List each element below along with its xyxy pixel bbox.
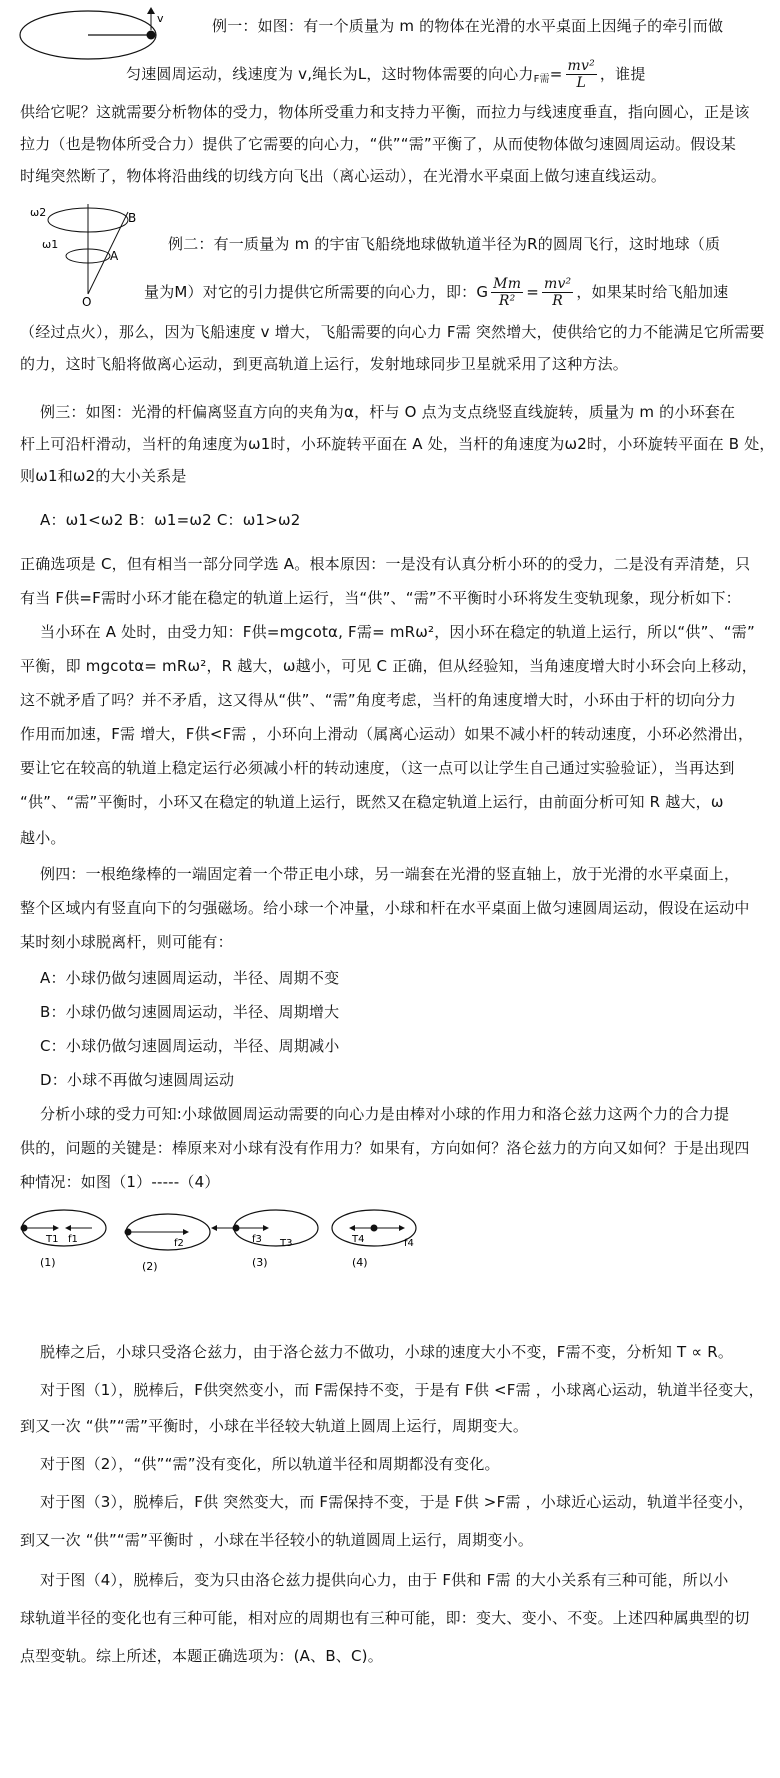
ex4-para-4b: 到又一次 “供”“需”平衡时 ，小球在半径较小的轨道圆周上运行，周期变小。 (20, 1531, 534, 1549)
fig4-number: (4) (352, 1256, 368, 1269)
ex4-option-c: C：小球仍做匀速圆周运动，半径、周期减小 (40, 1037, 340, 1055)
point-O-label: O (82, 295, 92, 309)
ex1-eq: = (549, 65, 563, 83)
ex2-frac1-num: Mm (493, 276, 522, 292)
ex3-line-6: 当小环在 A 处时，由受力知：F供=mgcotα, F需= mRω²，因小环在稳定的轨道上运行，所以“供”、“需” (40, 623, 755, 641)
ex1-fraction (566, 58, 597, 91)
ex4-para-3: 对于图（2），“供”“需”没有变化，所以轨道半径和周期都没有变化。 (40, 1455, 500, 1473)
ex2-line-2b: ，如果某时给飞船加速 (576, 283, 729, 301)
ex4-line-5: 供的，问题的关键是：棒原来对小球有没有作用力？如果有，方向如何？洛仑兹力的方向又如何？于是出现四 (20, 1139, 750, 1157)
figure-3 (212, 1210, 318, 1269)
fig1-T-label: T1 (46, 1234, 59, 1245)
ex2-frac1-den: R² (498, 293, 516, 309)
omega1-label: ω1 (42, 238, 59, 251)
fig3-number: (3) (252, 1256, 268, 1269)
ex3-line-3: 则ω1和ω2的大小关系是 (20, 467, 187, 485)
fig4-T-label: T4 (352, 1234, 365, 1245)
ex1-line-2b: ，谁提 (599, 65, 646, 83)
ex4-line-6: 种情况：如图（1）-----（4） (20, 1173, 220, 1191)
fig4-f-label: f4 (404, 1238, 414, 1249)
ex1-line-3: 供给它呢？这就需要分析物体的受力，物体所受重力和支持力平衡，而拉力与线速度垂直，指向圆心，正是该 (20, 103, 750, 121)
ball (147, 31, 156, 40)
ex2-fraction-1 (491, 276, 523, 309)
ex2-figure (28, 200, 158, 310)
ex1-frac-den: L (576, 75, 586, 91)
fig2-number: (2) (142, 1260, 158, 1273)
ex1-force-sub: F需 (533, 74, 550, 85)
ex4-option-a: A：小球仍做匀速圆周运动，半径、周期不变 (40, 969, 340, 987)
fig3-T-label: T3 (280, 1238, 293, 1249)
ex4-line-2: 整个区域内有竖直向下的匀强磁场。给小球一个冲量，小球和杆在水平桌面上做匀速圆周运动，假设在运动中 (20, 899, 750, 917)
ex1-line-2 (126, 58, 780, 92)
ex4-para-1: 脱棒之后，小球只受洛仑兹力，由于洛仑兹力不做功，小球的速度大小不变，F需不变，分析知 T ∝ R。 (40, 1343, 734, 1361)
ex4-line-3: 某时刻小球脱离杆，则可能有： (20, 933, 233, 951)
fig1-number: (1) (40, 1256, 56, 1269)
ex3-line-2: 杆上可沿杆滑动，当杆的角速度为ω1时，小环旋转平面在 A 处，当杆的角速度为ω2时，小环旋转平面在 B 处， (20, 435, 775, 453)
ex1-figure (18, 4, 178, 64)
ex4-line-1: 例四：一根绝缘棒的一端固定着一个带正电小球，另一端套在光滑的竖直轴上，放于光滑的水平桌面上， (40, 865, 740, 883)
ex3-line-5: 有当 F供=F需时小环才能在稳定的轨道上运行，当“供”、“需”不平衡时小环将发生变轨现象，现分析如下： (20, 589, 741, 607)
velocity-label: v (157, 12, 164, 25)
ex3-line-1: 例三：如图：光滑的杆偏离竖直方向的夹角为α，杆与 O 点为支点绕竖直线旋转，质量为 m 的小环套在 (40, 403, 736, 421)
fig3-f-label: f3 (252, 1234, 262, 1245)
fig1-f-label: f1 (68, 1234, 78, 1245)
velocity-arrow-head (147, 7, 155, 14)
point-B-label: B (128, 211, 137, 225)
ex2-eq: = (526, 283, 539, 301)
ex3-options: A：ω1<ω2 B：ω1=ω2 C：ω1>ω2 (40, 511, 301, 529)
ex4-para-2b: 到又一次 “供”“需”平衡时，小球在半径较大轨道上圆周上运行，周期变大。 (20, 1417, 529, 1435)
ex3-line-9: 作用而加速，F需 增大，F供<F需 ，小环向上滑动（属离心运动）如果不减小杆的转动速度，小环必然滑出， (20, 725, 754, 743)
rod-line (88, 212, 128, 294)
figure-1 (21, 1210, 107, 1269)
ex1-line-5: 时绳突然断了，物体将沿曲线的切线方向飞出（离心运动），在光滑水平桌面上做匀速直线运动。 (20, 167, 667, 185)
ex3-line-8: 这不就矛盾了吗？并不矛盾，这又得从“供”、“需”角度考虑，当杆的角速度增大时，小环由于杆的切向分力 (20, 691, 736, 709)
ex2-frac2-den: R (552, 293, 564, 309)
ex3-line-4: 正确选项是 C，但有相当一部分同学选 A。根本原因：一是没有认真分析小环的的受力，二是没有弄清楚，只 (20, 555, 751, 573)
ex1-line-4: 拉力（也是物体所受合力）提供了它需要的向心力，“供”“需”平衡了，从而使物体做匀速圆周运动。假设某 (20, 135, 736, 153)
figure-2 (125, 1214, 211, 1273)
ex3-line-12: 越小。 (20, 829, 66, 847)
ex4-para-4a: 对于图（3），脱棒后，F供 突然变大，而 F需保持不变，于是 F供 >F需 ，小球近心运动，轨道半径变小， (40, 1493, 754, 1511)
fig2-f-label: f2 (174, 1238, 184, 1249)
ex4-para-5a: 对于图（4），脱棒后，变为只由洛仑兹力提供向心力，由于 F供和 F需 的大小关系有三种可能，所以小 (40, 1571, 729, 1589)
ex2-line-2 (144, 276, 780, 309)
point-A-label: A (110, 249, 119, 263)
ex4-option-d: D：小球不再做匀速圆周运动 (40, 1071, 235, 1089)
ex2-fraction-2 (542, 276, 573, 309)
ex1-line-1: 例一：如图：有一个质量为 m 的物体在光滑的水平桌面上因绳子的牵引而做 (212, 17, 724, 35)
ex2-line-1: 例二：有一质量为 m 的宇宙飞船绕地球做轨道半径为R的圆周飞行，这时地球（质 (168, 235, 721, 253)
ex3-line-11: “供”、“需”平衡时，小环又在稳定的轨道上运行，既然又在稳定轨道上运行，由前面分析可知 R 越大，ω (20, 793, 724, 811)
ex2-frac2-num: mv² (543, 276, 572, 292)
ex4-para-2a: 对于图（1），脱棒后，F供突然变小，而 F需保持不变，于是有 F供 <F需 ，小球离心运动，轨道半径变大， (40, 1381, 764, 1399)
ex1-frac-num: mv² (567, 58, 595, 74)
ex3-line-10: 要让它在较高的轨道上稳定运行必须减小杆的转动速度，（这一点可以让学生自己通过实验验证），当再达到 (20, 759, 735, 777)
figure-4 (332, 1210, 416, 1269)
ex4-para-5b: 球轨道半径的变化也有三种可能，相对应的周期也有三种可能，即：变大、变小、不变。上述四种属典型的切 (20, 1609, 750, 1627)
ex2-line-2a: 量为M）对它的引力提供它所需要的向心力，即：G (144, 283, 489, 301)
ex3-line-7: 平衡，即 mgcotα= mRω²，R 越大，ω越小，可见 C 正确，但从经验知，当角速度增大时小环会向上移动， (20, 657, 758, 675)
ex1-line-2a: 匀速圆周运动，线速度为 v,绳长为L，这时物体需要的向心力 (126, 65, 534, 83)
ex2-line-3: （经过点火），那么，因为飞船速度 v 增大，飞船需要的向心力 F需 突然增大，使供给它的力不能满足它所需要 (20, 323, 765, 341)
ex4-figures (18, 1202, 438, 1274)
ex4-option-b: B：小球仍做匀速圆周运动，半径、周期增大 (40, 1003, 340, 1021)
ex2-line-4: 的力，这时飞船将做离心运动，到更高轨道上运行，发射地球同步卫星就采用了这种方法。 (20, 355, 629, 373)
ex4-line-4: 分析小球的受力可知:小球做圆周运动需要的向心力是由棒对小球的作用力和洛仑兹力这两个力的合力提 (40, 1105, 730, 1123)
ex4-para-5c: 点型变轨。综上所述，本题正确选项为：(A、B、C)。 (20, 1647, 383, 1665)
omega2-label: ω2 (30, 206, 47, 219)
